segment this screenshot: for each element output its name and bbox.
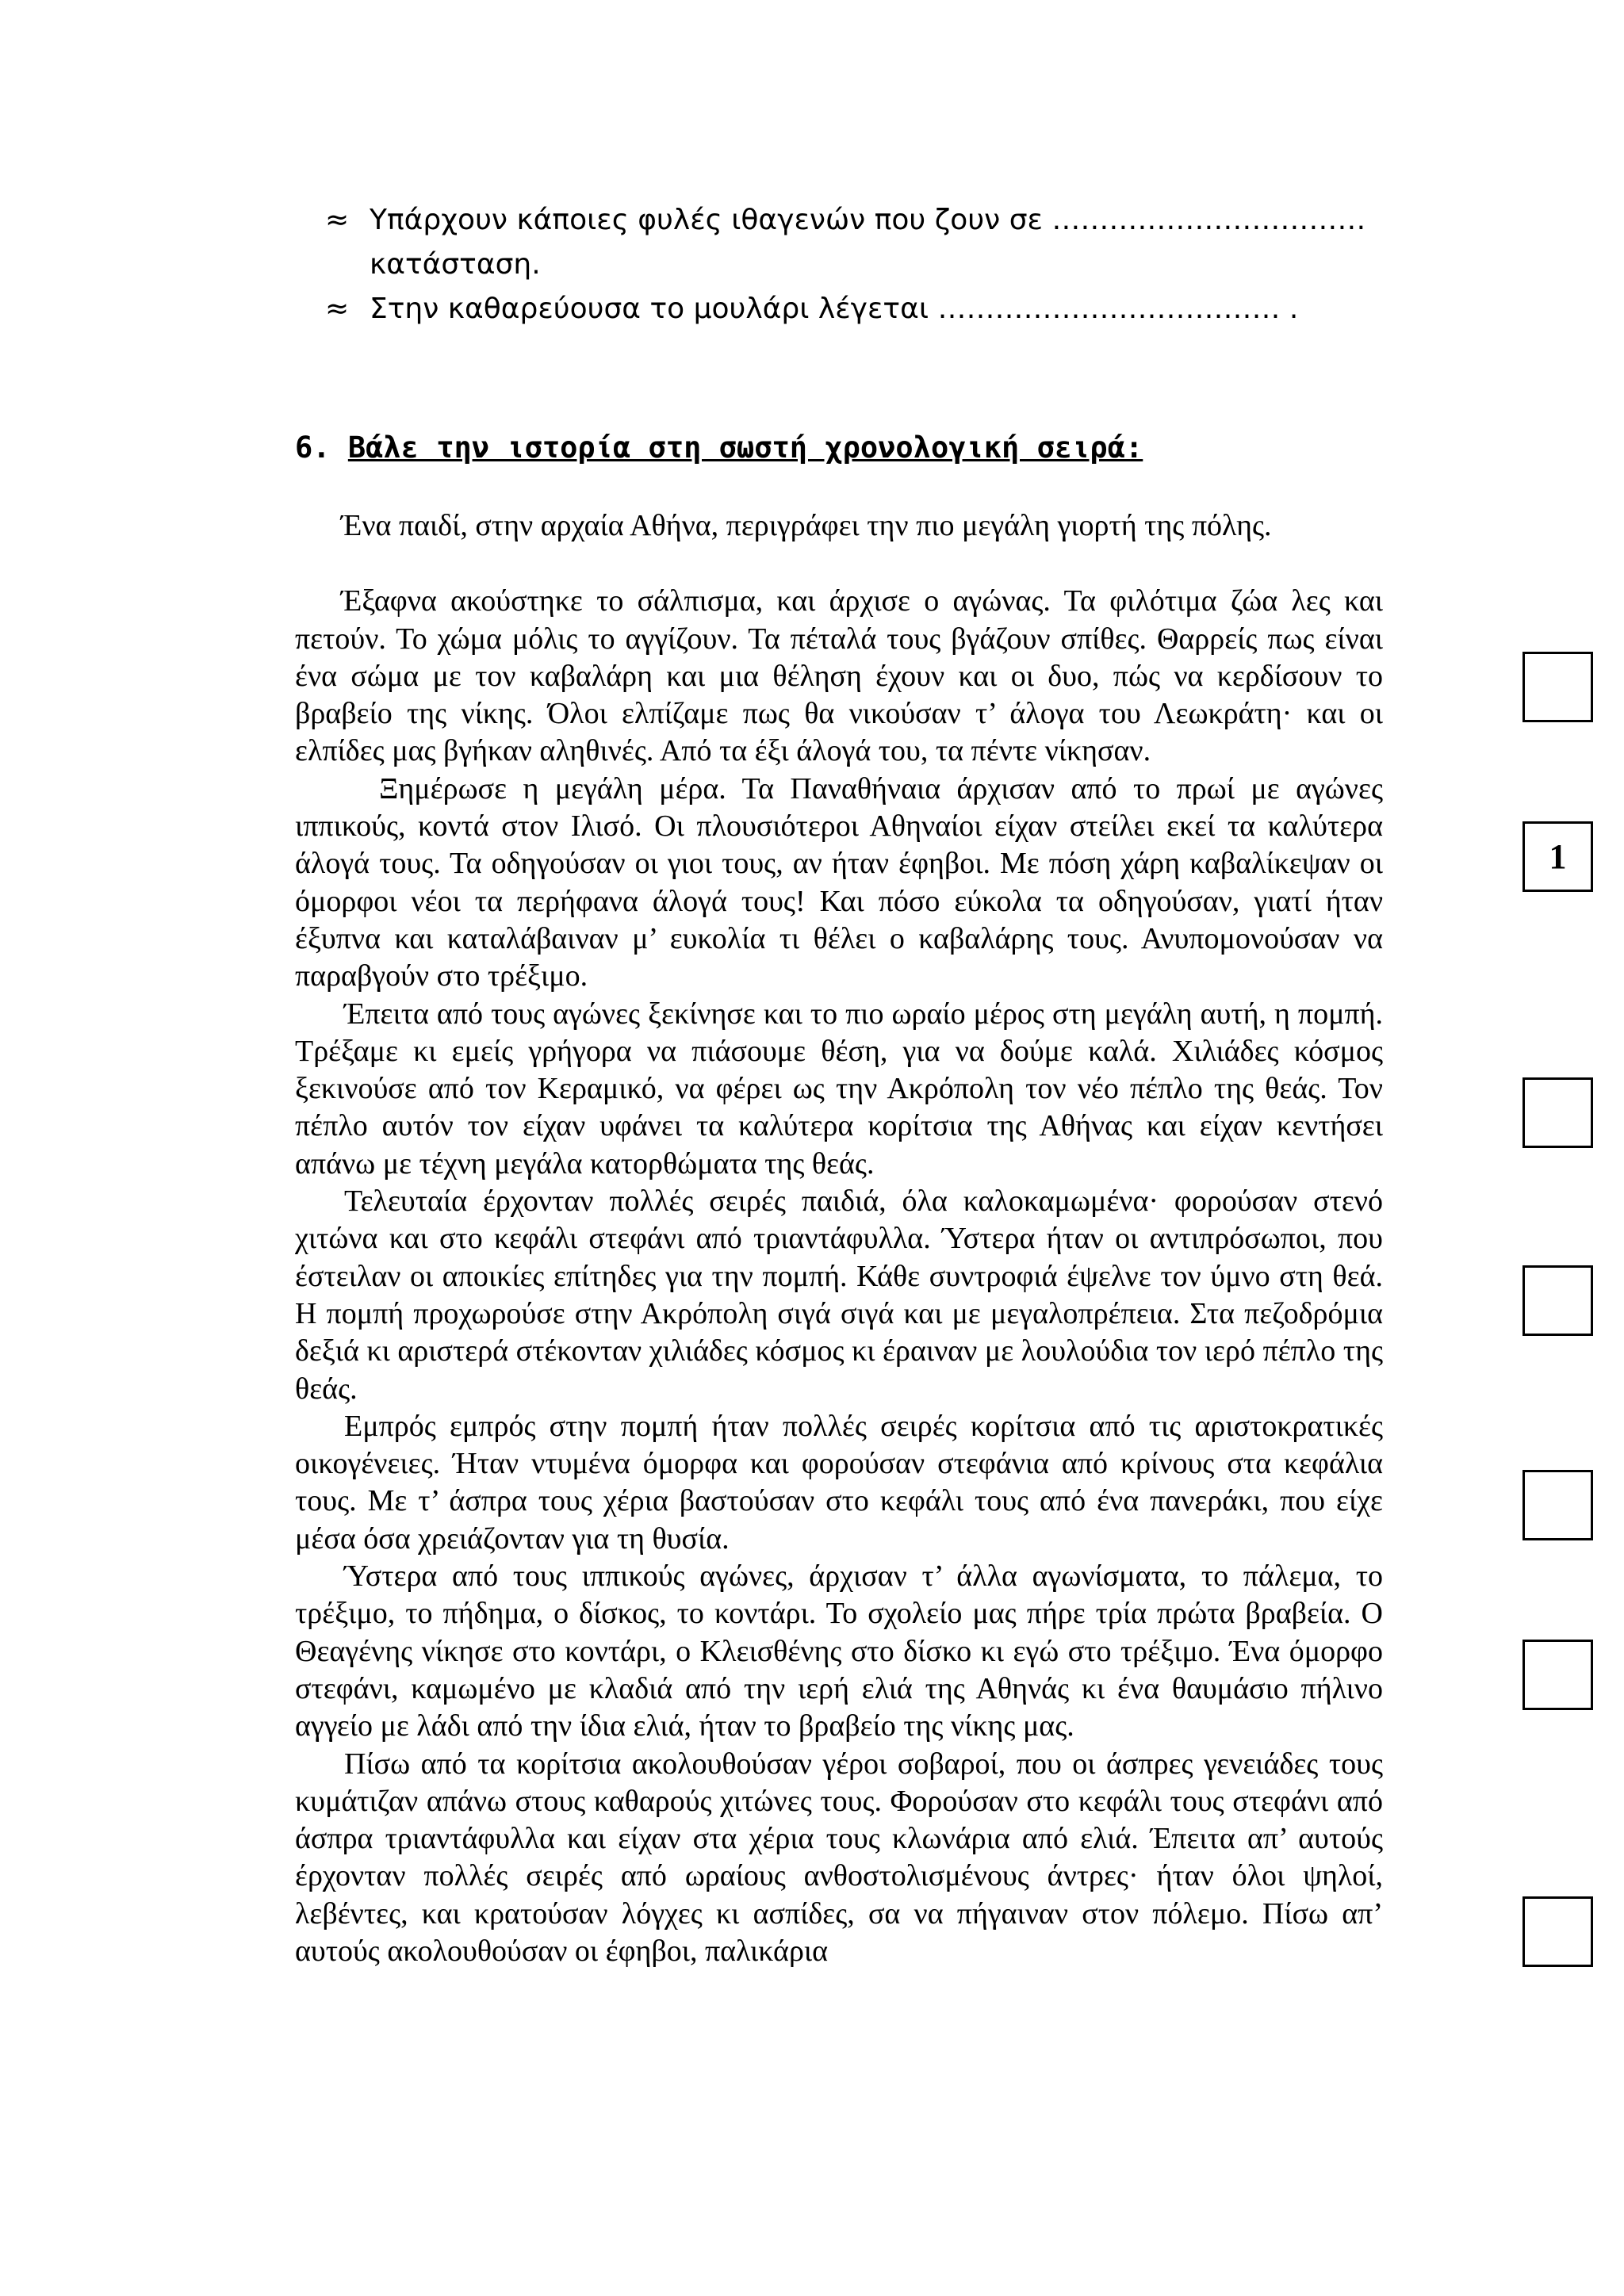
bullet-text: Υπάρχουν κάποιες φυλές ιθαγενών που ζουν σε …………………………… κατάσταση. [370, 204, 1366, 281]
order-box-6[interactable] [1522, 1640, 1593, 1710]
question-title: Βάλε την ιστορία στη σωστή χρονολογική σειρά: [347, 430, 1143, 465]
bullet-mark: ≈ [325, 204, 350, 236]
story-paragraph-6: Ύστερα από τους ιππικούς αγώνες, άρχισαν τ’ άλλα αγωνίσματα, το πάλεμα, το τρέξιμο, το πήδημα, ο δίσκος, το κοντάρι. Το σχολείο μας πήρε τρία πρώτα βραβεία. Ο Θεαγένης νίκησε στο κοντάρι, ο Κλεισθένης στο δίσκο κι εγώ στο τρέξιμο. Ένα όμορφο στεφάνι, καμωμένο με κλαδιά από την ιερή ελιά της Αθηνάς κι ένα θαυμάσιο πήλινο αγγείο με λάδι από την ίδια ελιά, ήταν το βραβείο της νίκης μας. [295, 1559, 1383, 1743]
story-text [295, 507, 1383, 1970]
order-box-7[interactable] [1522, 1896, 1593, 1967]
story-paragraph-3: Έπειτα από τους αγώνες ξεκίνησε και το πιο ωραίο μέρος στη μεγάλη αυτή, η πομπή. Τρέξαμε κι εμείς γρήγορα να πιάσουμε θέση, για να δούμε καλά. Χιλιάδες κόσμος ξεκινούσε από τον Κεραμικό, να φέρει ως την Ακρόπολη τον νέο πέπλο της θεάς. Τον πέπλο αυτόν τον είχαν υφάνει τα καλύτερα κορίτσια της Αθήνας και είχαν κεντήσει απάνω με τέχνη μεγάλα κατορθώματα της θεάς. [295, 997, 1383, 1181]
bullet-text: Στην καθαρεύουσα το μουλάρι λέγεται ……………………………… . [370, 293, 1299, 325]
bullet-item [325, 287, 1435, 331]
order-box-1[interactable] [1522, 652, 1593, 722]
story-paragraph-4: Τελευταία έρχονταν πολλές σειρές παιδιά, όλα καλοκαμωμένα· φορούσαν στενό χιτώνα και στο κεφάλι στεφάνι από τριαντάφυλλα. Ύστερα ήταν οι αντιπρόσωποι, που έστειλαν οι αποικίες επίτηδες για την πομπή. Κάθε συντροφιά έψελνε τον ύμνο στη θεά. Η πομπή προχωρούσε στην Ακρόπολη σιγά σιγά και με μεγαλοπρέπεια. Στα πεζοδρόμια δεξιά κι αριστερά στέκονταν χιλιάδες κόσμος κι έραιναν με λουλούδια τον ιερό πέπλο της θεάς. [295, 1184, 1383, 1406]
question-heading [295, 430, 1484, 465]
story-paragraph-7: Πίσω από τα κορίτσια ακολουθούσαν γέροι σοβαροί, που οι άσπρες γενειάδες τους κυμάτιζαν απάνω στους καθαρούς χιτώνες τους. Φορούσαν στο κεφάλι τους στεφάνι από άσπρα τριαντάφυλλα και είχαν στα χέρια τους κλωνάρια από ελιά. Έπειτα απ’ αυτούς έρχονταν πολλές σειρές από ωραίους ανθοστολισμένους άντρες· ήταν όλοι ψηλοί, λεβέντες, και κρατούσαν λόγχες κι ασπίδες, σα να πήγαιναν στον πόλεμο. Πίσω απ’ αυτούς ακολουθούσαν οι έφηβοι, παλικάρια [295, 1747, 1383, 1968]
story-intro: Ένα παιδί, στην αρχαία Αθήνα, περιγράφει την πιο μεγάλη γιορτή της πόλης. [341, 509, 1272, 542]
bullet-item [325, 198, 1435, 287]
order-box-3[interactable] [1522, 1077, 1593, 1148]
order-box-2[interactable]: 1 [1522, 821, 1593, 892]
story-paragraph-2: Ξημέρωσε η μεγάλη μέρα. Τα Παναθήναια άρχισαν από το πρωί με αγώνες ιππικούς, κοντά στον Ιλισό. Οι πλουσιότεροι Αθηναίοι είχαν στείλει εκεί τα καλύτερα άλογά τους. Τα οδηγούσαν οι γιοι τους, αν ήταν έφηβοι. Με πόση χάρη καβαλίκεψαν οι όμορφοι νέοι τα περήφανα άλογά τους! Και πόσο εύκολα τα οδηγούσαν, γιατί ήταν έξυπνα και καταλάβαιναν μ’ ευκολία τι θέλει ο καβαλάρης τους. Ανυπομονούσαν να παραβγούν στο τρέξιμο. [295, 771, 1383, 993]
bullet-list [325, 198, 1435, 331]
bullet-mark: ≈ [325, 293, 350, 325]
order-box-5[interactable] [1522, 1470, 1593, 1540]
question-number: 6. [295, 430, 331, 465]
story-paragraph-1: Έξαφνα ακούστηκε το σάλπισμα, και άρχισε ο αγώνας. Τα φιλότιμα ζώα λες και πετούν. Το χώμα μόλις το αγγίζουν. Τα πέταλά τους βγάζουν σπίθες. Θαρρείς πως είναι ένα σώμα με τον καβαλάρη και μια θέληση έχουν και οι δυο, πώς να κερδίσουν το βραβείο της νίκης. Όλοι ελπίζαμε πως θα νικούσαν τ’ άλογα του Λεωκράτη· και οι ελπίδες μας βγήκαν αληθινές. Από τα έξι άλογά του, τα πέντε νίκησαν. [295, 584, 1383, 768]
story-paragraph-5: Εμπρός εμπρός στην πομπή ήταν πολλές σειρές κορίτσια από τις αριστοκρατικές οικογένειες. Ήταν ντυμένα όμορφα και φορούσαν στεφάνια από κρίνους στα κεφάλια τους. Με τ’ άσπρα τους χέρια βαστούσαν στο κεφάλι τους από ένα πανεράκι, που είχε μέσα όσα χρειάζονταν για τη θυσία. [295, 1409, 1383, 1556]
order-box-4[interactable] [1522, 1265, 1593, 1336]
